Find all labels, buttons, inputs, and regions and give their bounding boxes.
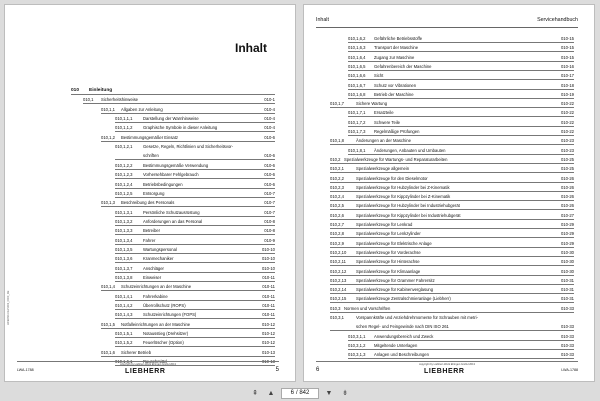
toc-entry-number: 010,3,1 [330, 315, 344, 320]
toc-entry[interactable] [348, 91, 574, 99]
toc-entry[interactable] [115, 227, 275, 235]
toc-entry-title: Spezialwerkzeuge für Hinterachse [356, 259, 420, 265]
footer-copyright: copyright by Liebherr-Werk Ehingen GmbH 2013 [119, 363, 177, 366]
footer-left [17, 361, 279, 377]
toc-entry-title: Änderungen an der Maschine [356, 138, 411, 144]
toc-entry-title: Spezialwerkzeuge für Hubzylinder bei Z-Kinematik [356, 184, 450, 190]
toc-entry[interactable] [330, 323, 574, 331]
toc-entry-number: 010,1,3,8 [115, 275, 133, 280]
toc-entry-title: Sichere Wartung [356, 101, 388, 107]
toc-entry[interactable] [115, 209, 275, 217]
toc-entry[interactable] [330, 277, 574, 285]
page-number: 5 [275, 367, 279, 373]
toc-entry-number: 010,3,1,1 [348, 333, 366, 339]
toc-entry-page: 010-11 [262, 303, 275, 309]
toc-entry-page: 010-4 [264, 106, 275, 112]
toc-entry[interactable] [348, 35, 574, 43]
toc-entry-page: 010-26 [560, 175, 574, 181]
toc-entry-title: Spezialwerkzeuge für den Dieselmotor [356, 175, 428, 181]
toc-entry[interactable] [348, 147, 574, 155]
toc-entry-page: 010-31 [560, 287, 574, 293]
toc-entry-page: 010-7 [264, 190, 275, 196]
toc-entry-number: 010,3 [330, 305, 341, 311]
toc-entry[interactable] [348, 342, 574, 350]
page-number-field[interactable] [281, 388, 319, 399]
toc-entry-title: Normen und Vorschriften [344, 305, 391, 311]
toc-entry-number: 010,3,1,3 [348, 352, 366, 358]
toc-entry[interactable] [330, 314, 574, 322]
toc-entry[interactable] [101, 134, 275, 142]
toc-entry-title: Kranmechaniker [143, 256, 174, 262]
toc-entry-number: 010,2,3 [330, 184, 344, 190]
running-header [316, 17, 578, 28]
toc-entry-number: 010,1,3,1 [115, 209, 133, 215]
toc-entry[interactable] [330, 230, 574, 238]
toc-entry-page: 010-7 [264, 200, 275, 206]
header-left: Inhalt [316, 17, 329, 23]
page-title: Inhalt [235, 41, 267, 55]
toc-entry[interactable] [330, 258, 574, 266]
footer-code: LWA-1788 [561, 368, 578, 372]
toc-entry-page: 010-29 [560, 222, 574, 227]
toc-entry-number: 010,1,5,2 [115, 340, 133, 346]
toc-entry-title: Ersatzteile [374, 110, 394, 116]
toc-entry[interactable] [348, 333, 574, 341]
toc-entry[interactable] [348, 128, 574, 136]
toc-entry[interactable] [115, 162, 275, 170]
toc-entry-title: Gefährliche Betriebsstoffe [374, 36, 423, 41]
toc-entry-number: 010,1,6,3 [348, 45, 366, 51]
toc-entry-page: 010-26 [560, 184, 574, 190]
header-right: Servicehandbuch [537, 17, 578, 23]
toc-entry[interactable] [101, 283, 275, 291]
toc-entry-page: 010-9 [264, 237, 275, 243]
toc-entry-page: 010-8 [264, 228, 275, 234]
toc-entry-number: 010,1,3,3 [115, 228, 133, 234]
toc-entry-title: Sicherer Betrieb [121, 349, 152, 355]
toc-entry[interactable] [330, 184, 574, 192]
toc-entry-page: 010-13 [261, 349, 275, 355]
toc-entry-number: 010,1,8,1 [348, 147, 366, 153]
toc-entry-number: 010,1,7,3 [348, 129, 366, 134]
toc-entry[interactable] [348, 63, 574, 71]
toc-entry-number: 010,1,1,1 [115, 116, 133, 122]
toc-entry[interactable] [348, 72, 574, 80]
toc-entry-page: 010-6 [264, 181, 275, 187]
liebherr-logo: LIEBHERR [125, 368, 166, 375]
toc-entry[interactable] [348, 44, 574, 52]
toc-entry-title: Beschreibung des Personals [121, 200, 175, 206]
toc-entry[interactable] [115, 339, 275, 347]
toc-entry-number: 010,1,3 [101, 200, 115, 206]
footer-right [316, 361, 578, 377]
toc-entry-number: 010,2,12 [330, 268, 347, 274]
toc-entry-page: 010-4 [264, 116, 275, 122]
toc-entry[interactable] [115, 274, 275, 282]
page-right [303, 4, 595, 382]
toc-entry-page: 010-19 [560, 91, 574, 97]
toc-entry-number: 010,1,6,5 [348, 63, 366, 69]
toc-entry-number: 010,1,3,5 [115, 246, 133, 252]
toc-entry-page: 010-6 [264, 172, 275, 178]
toc-entry-page: 010-23 [560, 138, 574, 144]
toc-entry-number: 010,2,7 [330, 222, 344, 227]
toc-entry-page: 010-8 [264, 218, 275, 224]
toc-entry-page: 010-22 [560, 119, 574, 125]
toc-entry-title: Anlagen und Beschreibungen [374, 352, 429, 358]
toc-entry-title: Anforderungen an das Personal [143, 218, 203, 224]
toc-entry[interactable] [115, 143, 275, 151]
toc-entry-title: Notausstieg (Drehsitzer) [143, 331, 189, 337]
toc-entry[interactable] [115, 237, 275, 245]
toc-entry[interactable] [330, 249, 574, 257]
toc-entry-page: 010-7 [264, 209, 275, 215]
toc-entry-number: 010,1,6,6 [348, 73, 366, 79]
toc-entry-title: Spezialwerkzeuge für Wartungs- und Reparaturarbeiten [344, 156, 448, 162]
toc-entry-title: Vorspannkräfte und Anziehdrehmomente für Schrauben mit metri- [356, 315, 478, 320]
toc-entry-number: 010 [71, 88, 80, 93]
toc-entry-title: Einleitung [89, 88, 113, 93]
toc-entry-title: Betrieb der Maschine [374, 91, 414, 97]
toc-entry[interactable] [101, 349, 275, 357]
toc-entry-title: Spezialwerkzeuge für Kippzylinder bei Industriehubgerät [356, 212, 461, 218]
toc-entry[interactable] [330, 295, 574, 303]
toc-entry[interactable] [101, 106, 275, 114]
toc-entry-number: 010,1 [83, 97, 94, 103]
toc-entry-title: Spezialwerkzeuge für Elektrische Anlage [356, 240, 432, 246]
toc-entry-number: 010,1,4 [101, 284, 115, 290]
toc-entry[interactable] [115, 218, 275, 226]
toc-entry-page: 010-15 [560, 54, 574, 60]
toc-entry-page: 010-33 [560, 333, 574, 339]
toc-entry-number: 010,1,3,4 [115, 237, 133, 243]
toc-entry-page: 010-25 [560, 156, 574, 162]
double-up-arrow-icon[interactable]: ⇞ [252, 390, 258, 397]
toc-entry-number: 010,2,1 [330, 166, 344, 172]
toc-entry-number: 010,2,5 [330, 203, 344, 209]
toc-entry-number: 010,1,3,6 [115, 256, 133, 262]
toc-entry[interactable] [330, 137, 574, 145]
double-down-arrow-icon[interactable]: ⇟ [342, 390, 348, 397]
toc-entry-number: 010,1,6,8 [348, 91, 366, 97]
toc-entry-title: Gefahrenbereich der Maschine [374, 63, 432, 69]
toc-entry-page: 010-33 [560, 305, 574, 311]
toc-entry-title: Anwendungsbereich und Zweck [374, 333, 434, 339]
toc-entry-title: Allgaben zur Anleitung [121, 106, 163, 112]
toc-entry-title: Spezialwerkzeuge für Lenkzylinder [356, 231, 421, 237]
toc-entry-number: 010,1,2,1 [115, 144, 133, 150]
toc-entry-page: 010-33 [560, 352, 574, 358]
toc-entry[interactable] [115, 171, 275, 179]
viewer-toolbar [0, 385, 600, 401]
toc-entry-number: 010,1,2,4 [115, 181, 133, 187]
toc-entry-title: Wartungspersonal [143, 246, 177, 252]
toc-entry-title: Schwere Teile [374, 119, 400, 125]
toc-entry[interactable] [330, 212, 574, 220]
toc-entry-title: Bestimmungsgemäßer Einsatz [121, 134, 179, 140]
toc-entry[interactable] [115, 190, 275, 198]
toc-entry-page: 010-11 [262, 284, 275, 290]
toc-entry-page: 010-33 [560, 324, 574, 330]
toc-entry-title: Spezialwerkzeuge für Kabinenverglasung [356, 287, 434, 293]
toc-entry-title: Persönliche Schutzausrüstung [143, 209, 200, 215]
toc-entry-number: 010,1,8 [330, 138, 344, 144]
toc-entry-page: 010-6 [264, 134, 275, 140]
toc-entry-page: 010-6 [264, 162, 275, 168]
toc-entry-title: Überrollschutz (ROPS) [143, 303, 186, 309]
toc-entry[interactable] [115, 115, 275, 123]
toc-entry-page: 010-10 [261, 256, 275, 262]
toc-entry-number: 010,1,6,1 [115, 359, 133, 365]
toc-entry-number: 010,1,4,2 [115, 303, 133, 309]
toc-entry-number: 010,1,6,2 [348, 36, 366, 41]
toc-entry-page: 010-12 [261, 331, 275, 337]
toc-entry-page: 010-22 [560, 101, 574, 107]
toc-entry-number: 010,1,2,2 [115, 162, 133, 168]
toc-entry-page: 010-15 [560, 45, 574, 51]
toc-entry-page: 010-22 [560, 129, 574, 134]
footer-copyright: copyright by Liebherr-Werk Ehingen GmbH 2013 [418, 363, 476, 366]
toc-entry-title: Schutzeinrichtungen an der Maschine [121, 284, 192, 290]
page-left [4, 4, 296, 382]
toc-entry-page: 010-18 [560, 82, 574, 88]
toc-entry-title: Regelmäßige Prüfungen [374, 129, 420, 134]
toc-entry-number: 010,2 [330, 156, 341, 162]
toc-entry-number: 010,2,13 [330, 277, 347, 283]
toc-entry[interactable] [330, 305, 574, 313]
down-arrow-icon[interactable]: ▼ [325, 389, 333, 397]
toc-entry-page: 010-11 [262, 312, 275, 318]
toc-entry-title: Darstellung der Warnhinweise [143, 116, 199, 122]
toc-entry[interactable] [330, 286, 574, 294]
page-number: 6 [316, 367, 320, 373]
toc-entry[interactable] [348, 82, 574, 90]
toc-entry[interactable] [330, 221, 574, 229]
toc-entry-page: 010-12 [261, 340, 275, 346]
toc-entry-page: 010-15 [560, 36, 574, 41]
toc-entry-title: Schutz vor Vibrationen [374, 82, 417, 88]
toc-entry[interactable] [115, 311, 275, 319]
toc-entry-page: 010-11 [262, 275, 275, 280]
toc-entry[interactable] [115, 265, 275, 273]
toc-entry-title: Spezialwerkzeuge für Grammer Fahrersitz [356, 277, 435, 283]
toc-entry-number: 010,1,2 [101, 134, 115, 140]
toc-entry-page: 010-30 [560, 249, 574, 255]
toc-entry-title: Betreiber [143, 228, 160, 234]
toc-entry-title: Bestimmungsgemäße Verwendung [143, 162, 209, 168]
toc-entry[interactable] [330, 100, 574, 108]
toc-entry-number: 010,1,6 [101, 349, 115, 355]
toc-entry[interactable] [330, 268, 574, 276]
toc-entry-title: Transport der Maschine [374, 45, 419, 51]
toc-entry-title: Mitgeltende Unterlagen [374, 342, 418, 348]
toc-entry[interactable] [348, 119, 574, 127]
toc-entry-number: 010,2,4 [330, 194, 344, 200]
toc-entry-title: Notfalleinrichtungen an der Maschine [121, 321, 191, 327]
toc-entry-number: 010,1,5 [101, 321, 115, 327]
side-label: LWE/090-012/1003_0000_DE [7, 290, 10, 325]
toc-entry-page: 010-31 [560, 296, 574, 302]
toc-entry-page: 010-1 [264, 97, 275, 103]
toc-entry[interactable] [330, 202, 574, 210]
toc-entry-number: 010,2,10 [330, 249, 347, 255]
toc-entry[interactable] [115, 124, 275, 132]
toc-entry-number: 010,1,7,2 [348, 119, 366, 125]
toc-entry-number: 010,1,5,1 [115, 331, 133, 337]
toc-entry-page: 010-11 [262, 293, 275, 299]
toc-entry-number: 010,2,6 [330, 212, 344, 218]
toc-entry-title: Feuerlöscher (Option) [143, 340, 184, 346]
toc-entry-number: 010,1,7 [330, 101, 344, 107]
toc-entry-page: 010-16 [560, 63, 574, 69]
toc-entry-title: Zugang zur Maschine [374, 54, 415, 60]
toc-entry[interactable] [71, 87, 275, 95]
toc-entry-number: 010,1,7,1 [348, 110, 366, 116]
toc-entry-title: Spezialwerkzeuge für Klimaanlage [356, 268, 421, 274]
toc-entry-title: Sicherheitshinweise [101, 97, 139, 103]
toc-entry-page: 010-10 [261, 246, 275, 252]
toc-entry-title: Fahrer [143, 237, 156, 243]
toc-entry-page: 010-31 [560, 277, 574, 283]
toc-entry-number: 010,1,2,3 [115, 172, 133, 178]
liebherr-logo: LIEBHERR [424, 368, 465, 375]
toc-entry-page: 010-10 [261, 265, 275, 271]
toc-entry-page: 010-13 [261, 359, 275, 365]
toc-entry-page: 010-23 [560, 147, 574, 153]
toc-entry-number: 010,1,3,2 [115, 218, 133, 224]
toc-entry-number: 010,1,4,3 [115, 312, 133, 318]
toc-entry-page: 010-27 [560, 212, 574, 218]
toc-entry[interactable] [348, 109, 574, 117]
toc-entry[interactable] [330, 156, 574, 164]
toc-entry-title: Graphische Symbole in dieser Anleitung [143, 125, 218, 131]
toc-entry-number: 010,2,15 [330, 296, 347, 302]
toc-entry-title: Spezialwerkzeuge für Hubzylinder bei Industriehubgerät [356, 203, 460, 209]
toc-entry[interactable] [330, 165, 574, 173]
toc-entry-title: Anschläger [143, 265, 164, 271]
toc-entry-page: 010-25 [560, 166, 574, 172]
toc-entry-number: 010,1,2,5 [115, 190, 133, 196]
toc-entry-number: 010,1,1 [101, 106, 115, 112]
toc-entry-title: schriften [143, 153, 159, 159]
toc-entry-page: 010-6 [264, 153, 275, 159]
total-pages: / 842 [295, 390, 310, 396]
up-arrow-icon[interactable]: ▲ [267, 389, 275, 397]
toc-entry-title: Spezialwerkzeuge Zentralschmieranlage (Liebherr) [356, 296, 451, 302]
toc-entry-title: Schutzeinrichtungen (FOPS) [143, 312, 197, 318]
toc-entry-title: schen Regel- und Feingewinde nach DIN ISO 261 [356, 324, 449, 330]
toc-entry-title: Betriebsbedingungen [143, 181, 183, 187]
toc-entry-number: 010,2,9 [330, 240, 344, 246]
toc-entry[interactable] [330, 193, 574, 201]
toc-entry[interactable] [330, 175, 574, 183]
toc-entry-page: 010-22 [560, 110, 574, 116]
toc-entry-number: 010,1,6,7 [348, 82, 366, 88]
toc-entry-page: 010-26 [560, 203, 574, 209]
toc-entry-title: Vorhersehbarer Fehlgebrauch [143, 172, 199, 178]
toc-entry[interactable] [83, 96, 275, 104]
toc-entry-title: Spezialwerkzeuge für Vorderachse [356, 249, 421, 255]
toc-entry[interactable] [115, 293, 275, 301]
toc-entry-title: Entsorgung [143, 190, 165, 196]
toc-entry-page: 010-12 [261, 321, 275, 327]
toc-entry-title: Sicht [374, 73, 384, 79]
toc-entry-title: Gesetze, Regeln, Richtlinien und Sicherheitsvor- [143, 144, 234, 150]
toc-entry-page: 010-29 [560, 231, 574, 237]
toc-entry-page: 010-30 [560, 259, 574, 265]
toc-entry-number: 010,2,8 [330, 231, 344, 237]
toc-entry[interactable] [101, 199, 275, 207]
toc-entry-number: 010,1,1,2 [115, 125, 133, 131]
footer-code: LWA-1788 [17, 368, 34, 372]
toc-entry[interactable] [115, 246, 275, 254]
toc-entry-page: 010-17 [560, 73, 574, 79]
toc-entry[interactable] [348, 54, 574, 62]
toc-entry-title: Änderungen, Anbauten und Umbauten [374, 147, 446, 153]
toc-entry-page: 010-4 [264, 125, 275, 131]
toc-entry[interactable] [115, 302, 275, 310]
toc-entry-number: 010,2,11 [330, 259, 346, 265]
toc-entry[interactable] [115, 330, 275, 338]
toc-entry[interactable] [330, 240, 574, 248]
toc-entry-number: 010,1,6,4 [348, 54, 366, 60]
toc-entry[interactable] [115, 255, 275, 263]
toc-entry[interactable] [101, 321, 275, 329]
toc-entry-title: Rauschmittel [143, 359, 168, 365]
toc-entry[interactable] [115, 152, 275, 160]
toc-entry-page: 010-30 [560, 268, 574, 274]
toc-entry-page: 010-33 [560, 342, 574, 348]
toc-entry-number: 010,1,3,7 [115, 265, 133, 271]
toc-entry-title: Fahrerkabine [143, 293, 168, 299]
toc-entry-number: 010,3,1,2 [348, 342, 366, 348]
toc-entry-title: Spezialwerkzeuge für Kippzylinder bei Z-Kinematik [356, 194, 451, 200]
toc-entry-title: Einweiser [143, 275, 162, 280]
toc-entry-title: Spezialwerkzeuge allgemein [356, 166, 410, 172]
toc-entry-page: 010-26 [560, 194, 574, 200]
toc-entry[interactable] [115, 181, 275, 189]
toc-entry-number: 010,2,14 [330, 287, 347, 293]
toc-entry-title: Spezialwerkzeuge für Lenkrad [356, 222, 413, 227]
toc-entry-page: 010-29 [560, 240, 574, 246]
toc-entry[interactable] [348, 351, 574, 359]
toc-entry-number: 010,1,4,1 [115, 293, 133, 299]
current-page[interactable]: 6 [290, 390, 294, 396]
toc-entry-number: 010,2,2 [330, 175, 344, 181]
